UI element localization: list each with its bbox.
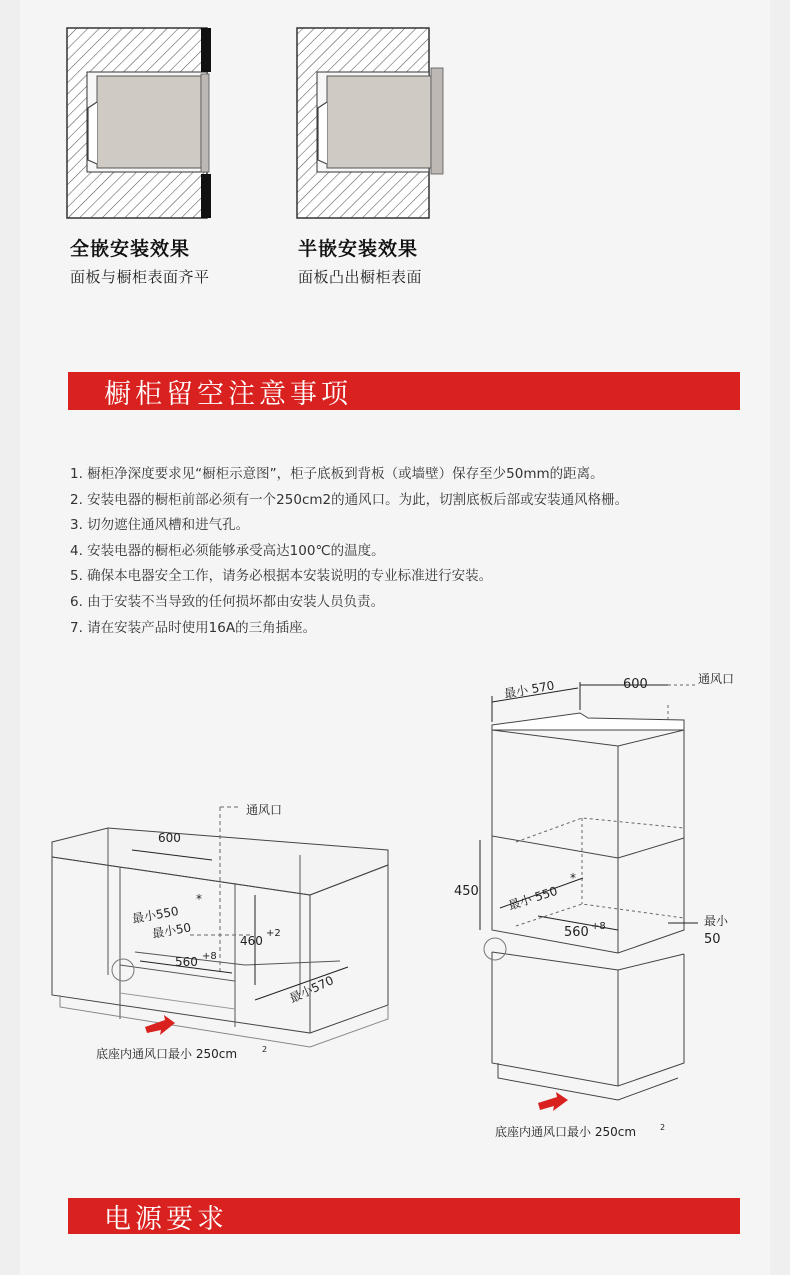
full-install-diagram [67, 28, 211, 218]
section-title: 电源要求 [104, 1203, 228, 1235]
dim-width: 600 [158, 831, 181, 845]
dim-min-gap: 最小50 [151, 920, 193, 941]
note-item: 6. 由于安装不当导致的任何损坏都由安装人员负责。 [70, 593, 385, 610]
cabinet-door-panel [201, 28, 211, 72]
note-item: 4. 安装电器的橱柜必须能够承受高达100℃的温度。 [70, 542, 385, 559]
base-vent-sup: 2 [660, 1123, 666, 1132]
section-title: 橱柜留空注意事项 [104, 378, 352, 410]
dim-min-depth-top: 最小 570 [503, 678, 556, 701]
dim-mark: * [196, 892, 202, 906]
full-install-title: 全嵌安装效果 [70, 238, 191, 260]
section-banner-cabinet [68, 372, 740, 410]
dim-inner-width-tol: +8 [202, 951, 217, 962]
full-install-subtitle: 面板与橱柜表面齐平 [70, 268, 210, 286]
dim-inner-width-tol: +8 [591, 921, 606, 932]
oven-body [327, 76, 431, 168]
base-vent-sup: 2 [262, 1045, 268, 1054]
dim-mark: * [570, 871, 576, 885]
dim-min-gap-value: 50 [704, 932, 721, 947]
note-item: 7. 请在安装产品时使用16A的三角插座。 [70, 619, 317, 636]
note-item: 2. 安装电器的橱柜前部必须有一个250cm2的通风口。为此，切割底板后部或安装通风格栅。 [70, 491, 629, 508]
vent-arrow-icon [538, 1092, 568, 1111]
dim-width: 600 [623, 677, 648, 692]
vent-label: 通风口 [698, 672, 735, 686]
oven-body [97, 76, 201, 168]
note-item: 3. 切勿遮住通风槽和进气孔。 [70, 517, 250, 534]
cabinet-door-panel [201, 174, 211, 218]
base-vent-label: 底座内通风口最小 250cm [96, 1047, 238, 1061]
dim-cab-depth: 最小570 [287, 973, 336, 1006]
under-counter-diagram [40, 795, 420, 1075]
section-banner-power [68, 1198, 740, 1234]
dim-min-gap: 最小 [704, 914, 729, 928]
tall-cabinet-diagram [440, 668, 760, 1148]
half-install-diagram [297, 28, 443, 218]
notes-list [70, 462, 760, 641]
vent-label: 通风口 [246, 803, 283, 817]
note-item: 1. 橱柜净深度要求见“橱柜示意图”，柜子底板到背板（或墙壁）保存至少50mm的距离。 [70, 466, 604, 482]
dim-height: 450 [454, 884, 479, 899]
dim-height: 460 [240, 934, 263, 948]
base-vent-label: 底座内通风口最小 250cm [495, 1125, 637, 1139]
dim-height-tol: +2 [266, 928, 281, 939]
dim-inner-width: 560 [175, 955, 198, 969]
half-install-subtitle: 面板凸出橱柜表面 [298, 268, 423, 286]
dim-inner-width: 560 [564, 925, 589, 940]
vent-arrow-icon [145, 1015, 175, 1035]
installation-diagrams [60, 22, 450, 222]
dim-min-depth: 最小 550 [506, 883, 560, 913]
half-install-title: 半嵌安装效果 [298, 238, 419, 260]
dim-min-depth: 最小550 [131, 904, 180, 926]
note-item: 5. 确保本电器安全工作，请务必根据本安装说明的专业标准进行安装。 [70, 568, 493, 585]
